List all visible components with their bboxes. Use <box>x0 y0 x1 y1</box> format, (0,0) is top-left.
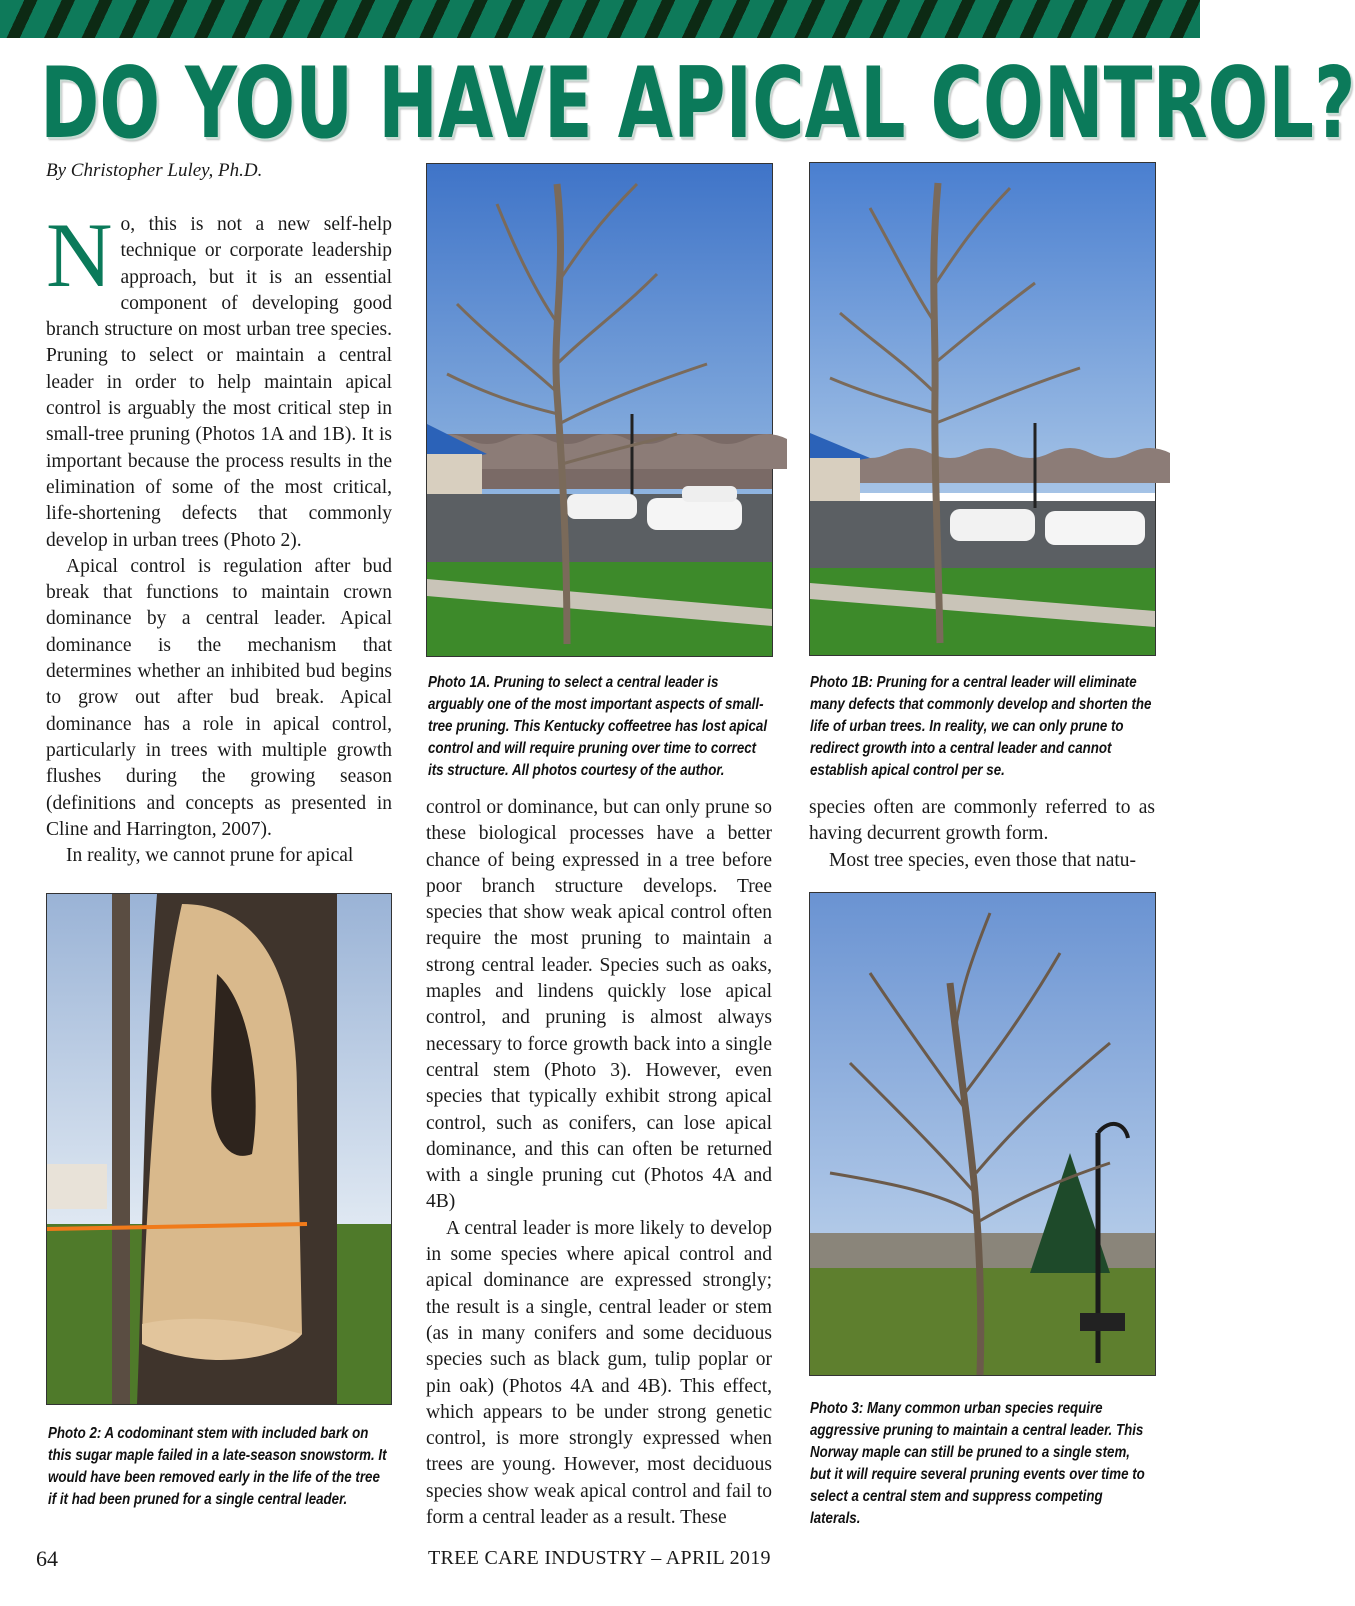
photo-1b <box>809 162 1156 656</box>
publication-footer: TREE CARE INDUSTRY – APRIL 2019 <box>428 1547 771 1569</box>
photo-3-image <box>810 893 1155 1375</box>
paragraph-intro-text: o, this is not a new self-help technique or corporate leadership approach, but it is an essential component of developing good branch structure on most urban tree species. Pruning to select or maintain a central leader in order to help maintain apical control is arguably the most critical step in small-tree pruning (Photos 1A and 1B). It is important because the process results in the elimination of some of the most critical, life-shortening defects that commonly develop in urban trees (Photo 2). <box>46 214 392 551</box>
paragraph-central-leader: A central leader is more likely to develop in some species where apical control and apical dominance are expressed strongly; the result is a single, central leader or stem (as in many conifers and some deciduous species such as black gum, tulip poplar or pin oak) (Photos 4A and 4B). This effect, which appears to be under strong genetic control, is more strongly expressed when trees are young. However, most deciduous species show weak apical control and fail to form a central leader as a result. These <box>426 1217 772 1529</box>
photo-3 <box>809 892 1156 1376</box>
text-column-2 <box>426 795 772 1535</box>
photo-1b-image <box>810 163 1155 655</box>
article-title: DO YOU HAVE APICAL CONTROL? <box>40 47 1355 161</box>
byline: By Christopher Luley, Ph.D. <box>46 160 263 181</box>
drop-cap: N <box>46 204 113 306</box>
paragraph-apical-control: Apical control is regulation after bud break that functions to maintain crown dominance by a central leader. Apical dominance is the mechanism that determines whether an inhibited bud begins to grow out after bud break. Apical dominance has a role in apical control, particularly in trees with multiple growth flushes during the growing season (definitions and concepts as presented in Cline and Harrington, 2007). <box>46 555 392 840</box>
text-column-1 <box>46 204 392 867</box>
page-number: 64 <box>36 1546 58 1571</box>
photo-2 <box>46 893 392 1405</box>
paragraph-most-species: Most tree species, even those that natu- <box>829 849 1137 871</box>
text-column-3 <box>809 795 1155 875</box>
photo-1a <box>426 163 773 657</box>
caption-photo-3: Photo 3: Many common urban species require aggressive pruning to maintain a central leader. This Norway maple can still be pruned to a single stem, but it will require several pruning events over time to select a central stem and suppress competing laterals. <box>810 1400 1145 1527</box>
caption-photo-2: Photo 2: A codominant stem with included bark on this sugar maple failed in a late-season snowstorm. It would have been removed early in the life of the tree if it had been pruned for a single central leader. <box>48 1425 387 1508</box>
caption-photo-1a: Photo 1A. Pruning to select a central leader is arguably one of the most important aspects of small-tree pruning. This Kentucky coffeetree has lost apical control and will require pruning over time to correct its structure. All photos courtesy of the author. <box>428 674 768 779</box>
photo-1a-image <box>427 164 772 656</box>
photo-2-image <box>47 894 391 1404</box>
paragraph-decurrent: species often are commonly referred to as having decurrent growth form. <box>809 797 1155 845</box>
paragraph-reality: In reality, we cannot prune for apical <box>66 845 354 867</box>
paragraph-intro <box>46 204 392 554</box>
caption-photo-1b: Photo 1B: Pruning for a central leader will eliminate many defects that commonly develop and shorten the life of urban trees. In reality, we can only prune to redirect growth into a central leader and cannot establish apical control per se. <box>810 674 1152 779</box>
header-stripe-bar <box>0 0 1200 38</box>
paragraph-prune-control: control or dominance, but can only prune so these biological processes have a better chance of being expressed in a tree before poor branch structure develops. Tree species that show weak apical control often require the most pruning to maintain a strong central leader. Species such as oaks, maples and lindens quickly lose apical control, and pruning is almost always necessary to force growth back into a single central stem (Photo 3). However, even species that typically exhibit strong apical control, such as conifers, can lose apical dominance, and this can often be returned with a single pruning cut (Photos 4A and 4B) <box>426 797 772 1213</box>
